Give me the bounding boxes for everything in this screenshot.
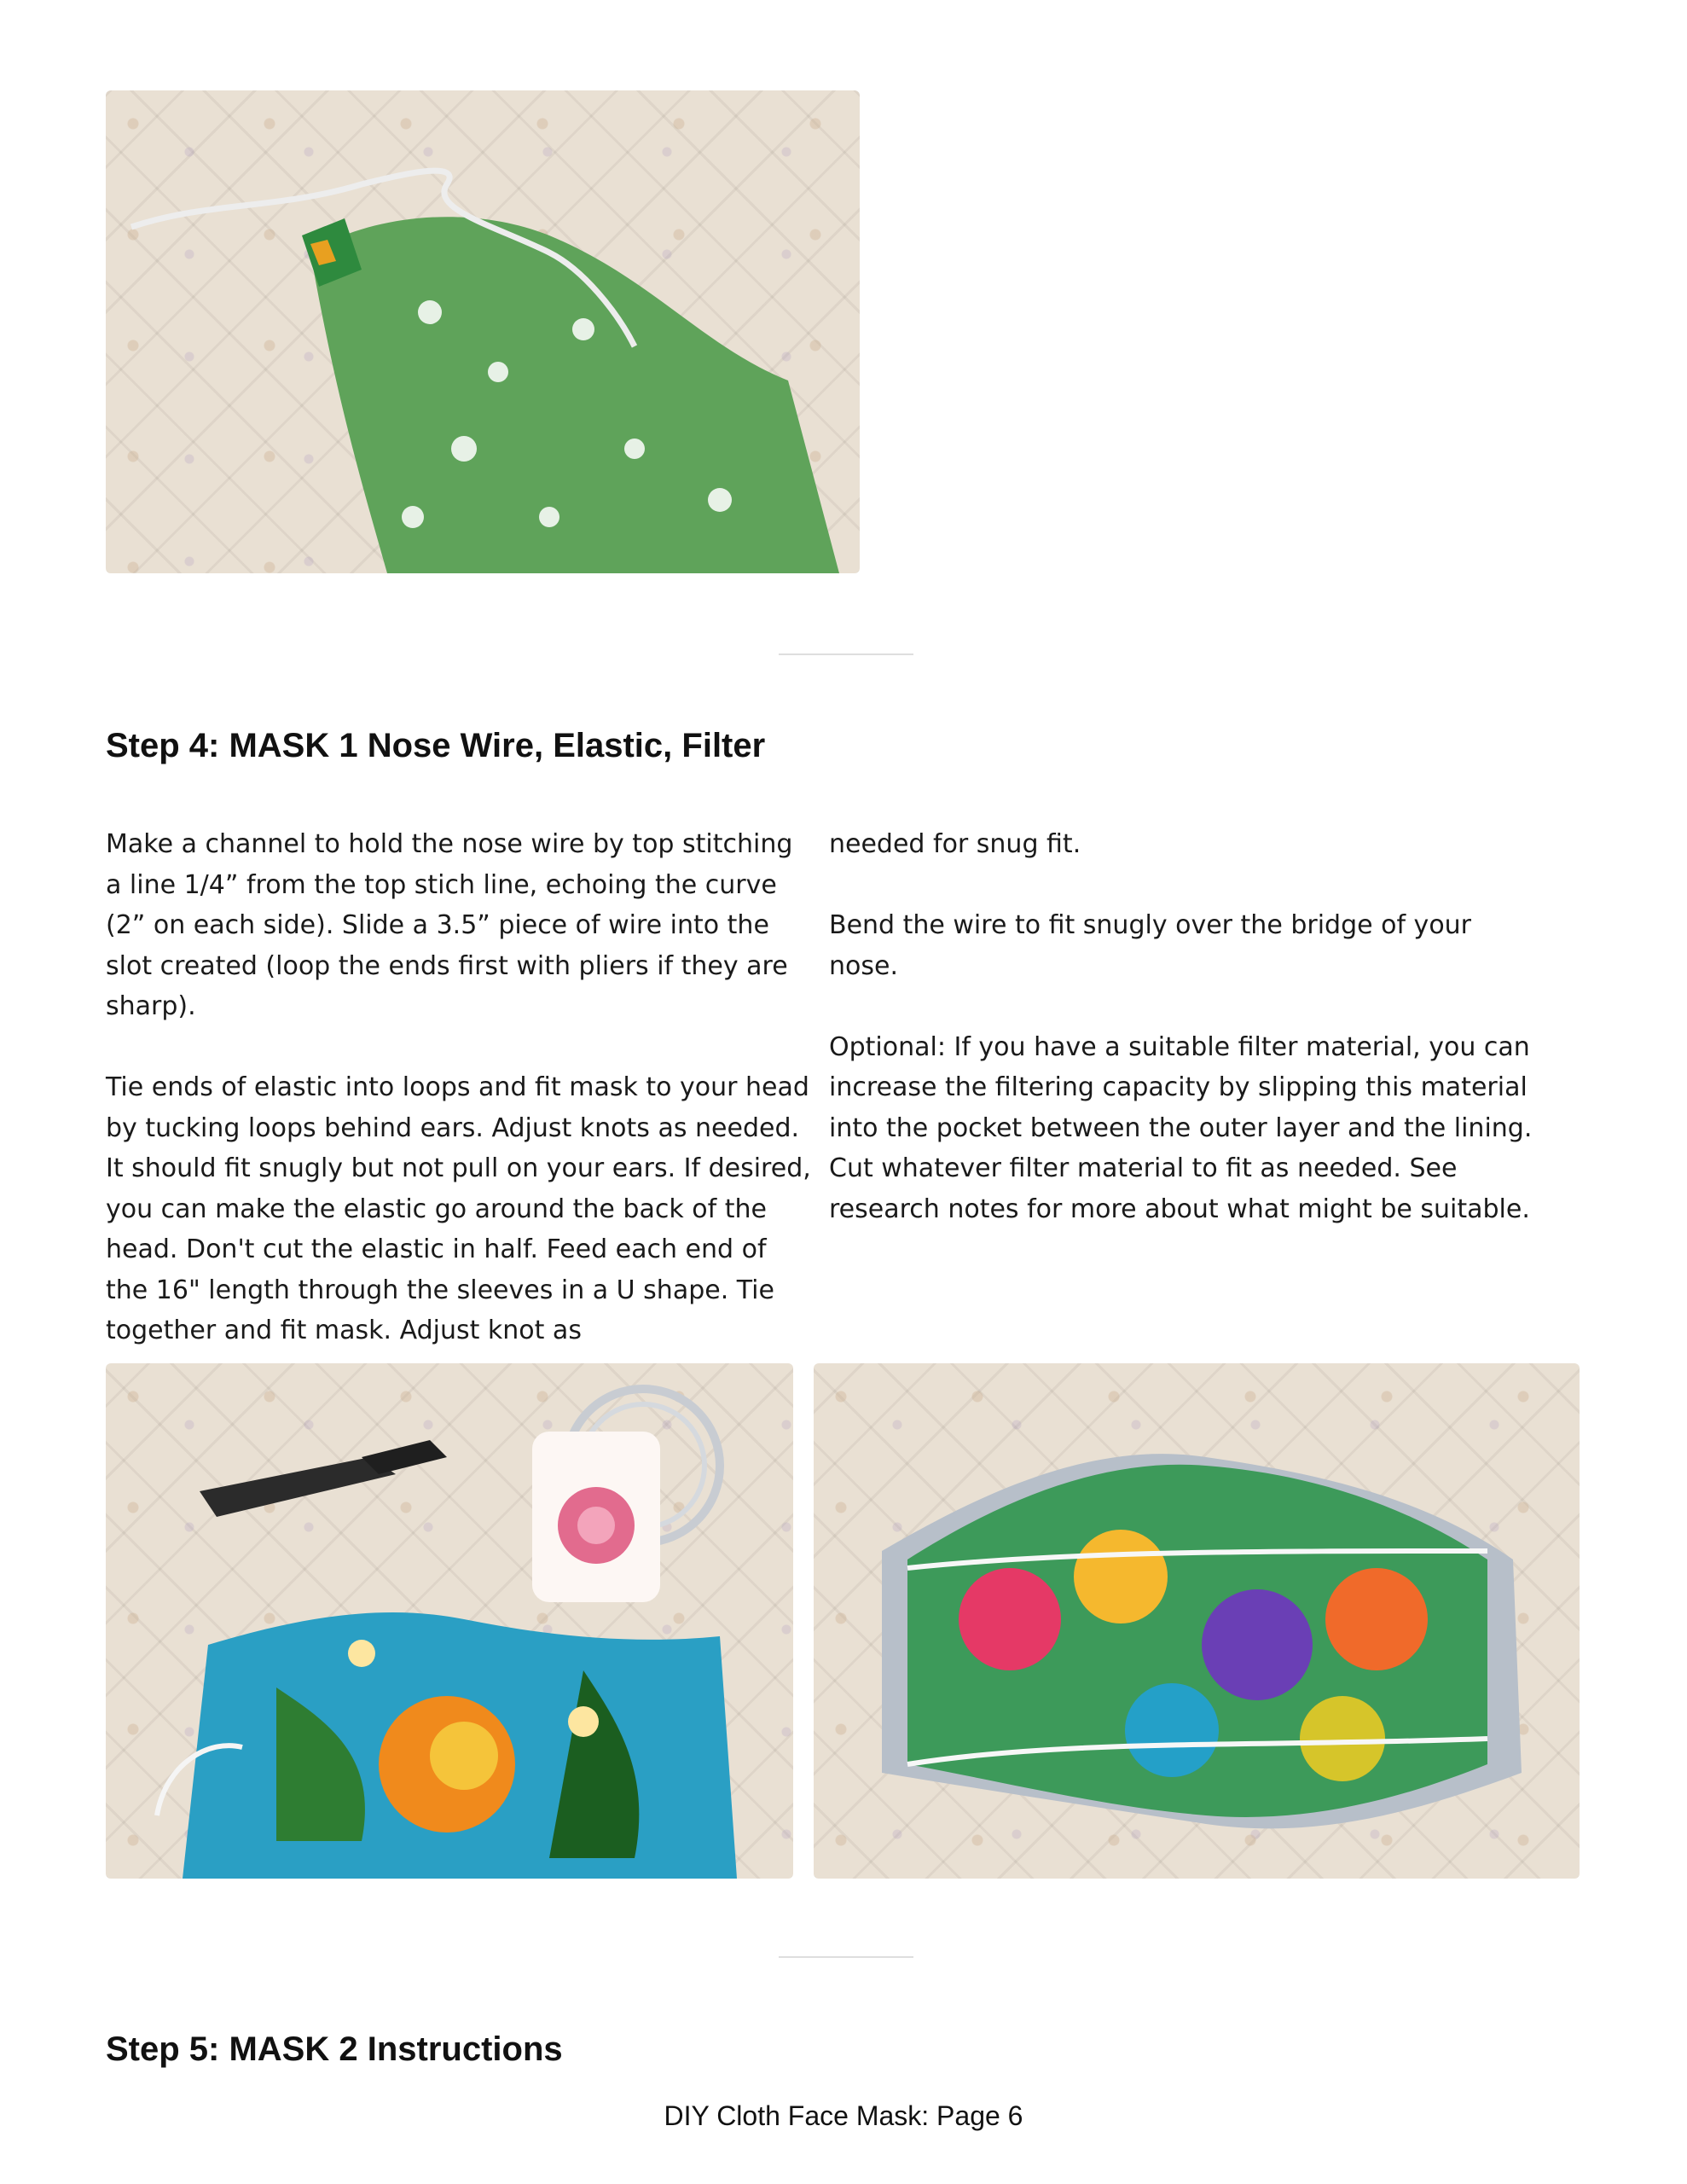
step-4-paragraph: Make a channel to hold the nose wire by top stitching a line 1/4” from the top stich line, echoing the curve (2” on each side). Slide a 3.5” piece of wire into the slot created (loop the ends first with pliers if they are sharp). bbox=[106, 829, 793, 1021]
photo-butterfly-mask bbox=[814, 1363, 1580, 1879]
step-4-left-column bbox=[106, 824, 814, 1351]
step-4-paragraph: Tie ends of elastic into loops and fit mask to your head by tucking loops behind ears. Adjust knots as needed. It should fit snugly but not pull on your ears. If desired, you can make the elastic go around the back of the head. Don't cut the elastic in half. Feed each end of the 16" length through the sleeves in a U shape. Tie together and fit mask. Adjust knot as bbox=[106, 1072, 811, 1345]
divider bbox=[779, 1956, 913, 1958]
step-4-paragraph: needed for snug fit. bbox=[829, 829, 1081, 859]
photo-mask-with-pliers-wire bbox=[106, 1363, 793, 1879]
divider bbox=[779, 653, 913, 655]
photo-green-mask bbox=[106, 90, 860, 573]
step-5-title: Step 5: MASK 2 Instructions bbox=[106, 2030, 563, 2068]
page-footer: DIY Cloth Face Mask: Page 6 bbox=[664, 2100, 1023, 2131]
step-4-paragraph: Optional: If you have a suitable filter material, you can increase the filtering capacity by slipping this material into the pocket between the outer layer and the lining. Cut whatever filter material to fit as needed. See research notes for more about what might be suitable. bbox=[829, 1031, 1533, 1224]
step-4-right-column bbox=[829, 824, 1537, 1229]
step-4-paragraph: Bend the wire to fit snugly over the bridge of your nose. bbox=[829, 910, 1472, 981]
step-4-title: Step 4: MASK 1 Nose Wire, Elastic, Filter bbox=[106, 727, 766, 764]
